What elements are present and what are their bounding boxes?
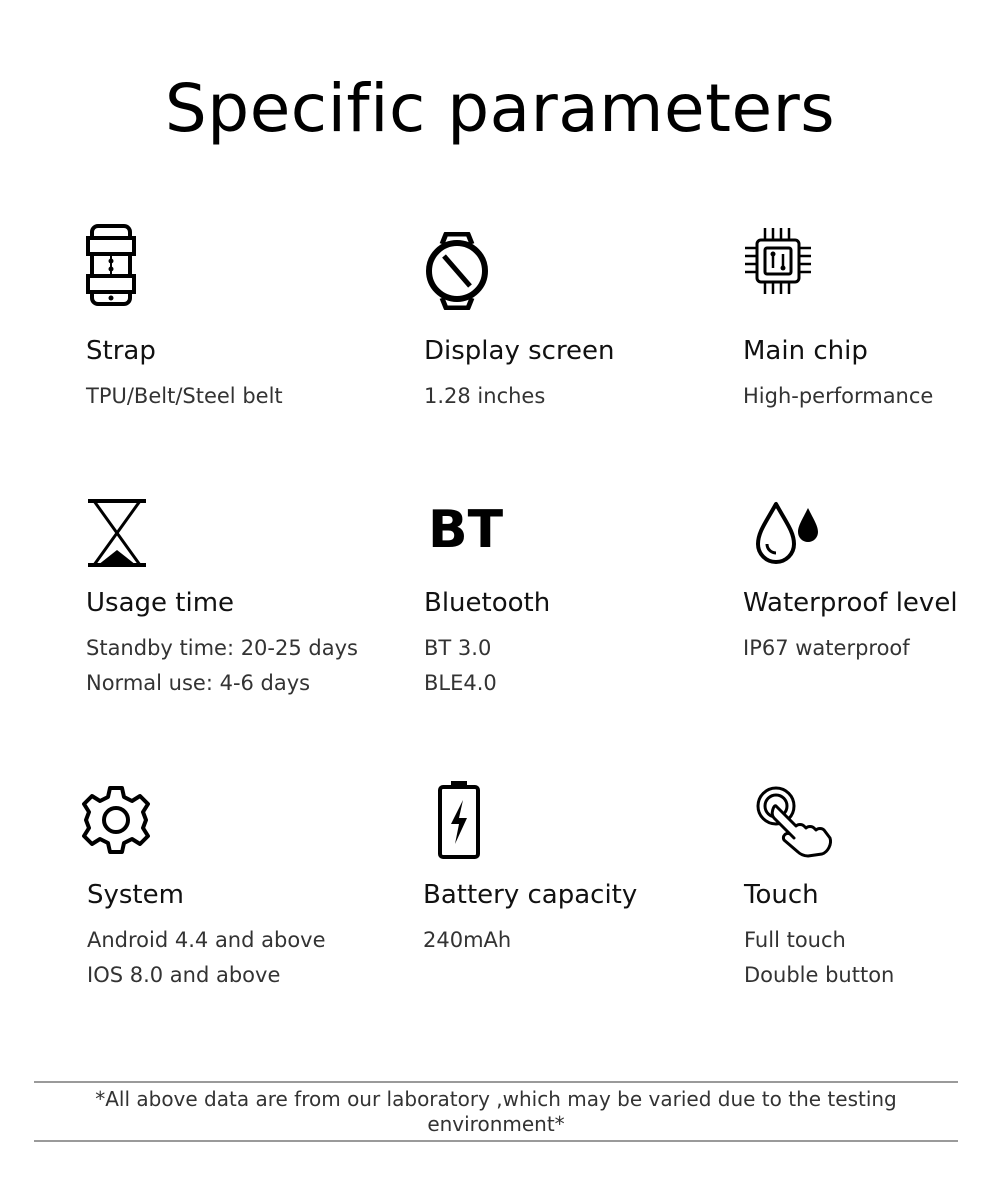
param-value: TPU/Belt/Steel belt (86, 384, 283, 408)
param-value: Double button (744, 963, 895, 987)
param-main-chip (743, 224, 1000, 424)
param-touch (744, 780, 1000, 1000)
param-label: Touch (744, 880, 819, 910)
touch-hand-icon (754, 786, 834, 858)
gear-icon (80, 784, 152, 856)
param-label: Usage time (86, 588, 235, 618)
water-drop-icon (754, 498, 824, 568)
param-value: High-performance (743, 384, 934, 408)
param-label: Bluetooth (424, 588, 551, 618)
param-value: BLE4.0 (424, 671, 497, 695)
page-title: Specific parameters (164, 70, 836, 147)
param-value: IOS 8.0 and above (87, 963, 281, 987)
param-value: Normal use: 4-6 days (86, 671, 311, 695)
param-battery (423, 780, 723, 1000)
top-divider (34, 1081, 958, 1083)
param-bluetooth (424, 498, 724, 698)
param-value: BT 3.0 (424, 636, 492, 660)
param-label: System (87, 880, 184, 910)
param-label: Waterproof level (743, 588, 958, 618)
param-waterproof (743, 498, 1000, 698)
param-display-screen (424, 224, 724, 424)
param-strap (86, 224, 386, 424)
param-value: 1.28 inches (424, 384, 546, 408)
chip-icon (743, 226, 813, 296)
watch-face-icon (424, 232, 490, 310)
param-value: 240mAh (423, 928, 512, 952)
battery-icon (437, 780, 481, 860)
footnote: *All above data are from our laboratory ,which may be varied due to the testing environment* (95, 1087, 897, 1136)
param-label: Main chip (743, 336, 868, 366)
param-value: Full touch (744, 928, 846, 952)
param-label: Strap (86, 336, 156, 366)
bottom-divider (34, 1140, 958, 1142)
strap-icon (86, 224, 138, 306)
param-value: Standby time: 20-25 days (86, 636, 358, 660)
bt-icon: BT (428, 500, 504, 560)
param-value: Android 4.4 and above (87, 928, 326, 952)
param-value: IP67 waterproof (743, 636, 910, 660)
param-label: Display screen (424, 336, 615, 366)
param-usage-time (86, 498, 386, 698)
hourglass-icon (86, 498, 148, 568)
param-system (80, 780, 380, 1000)
param-label: Battery capacity (423, 880, 638, 910)
